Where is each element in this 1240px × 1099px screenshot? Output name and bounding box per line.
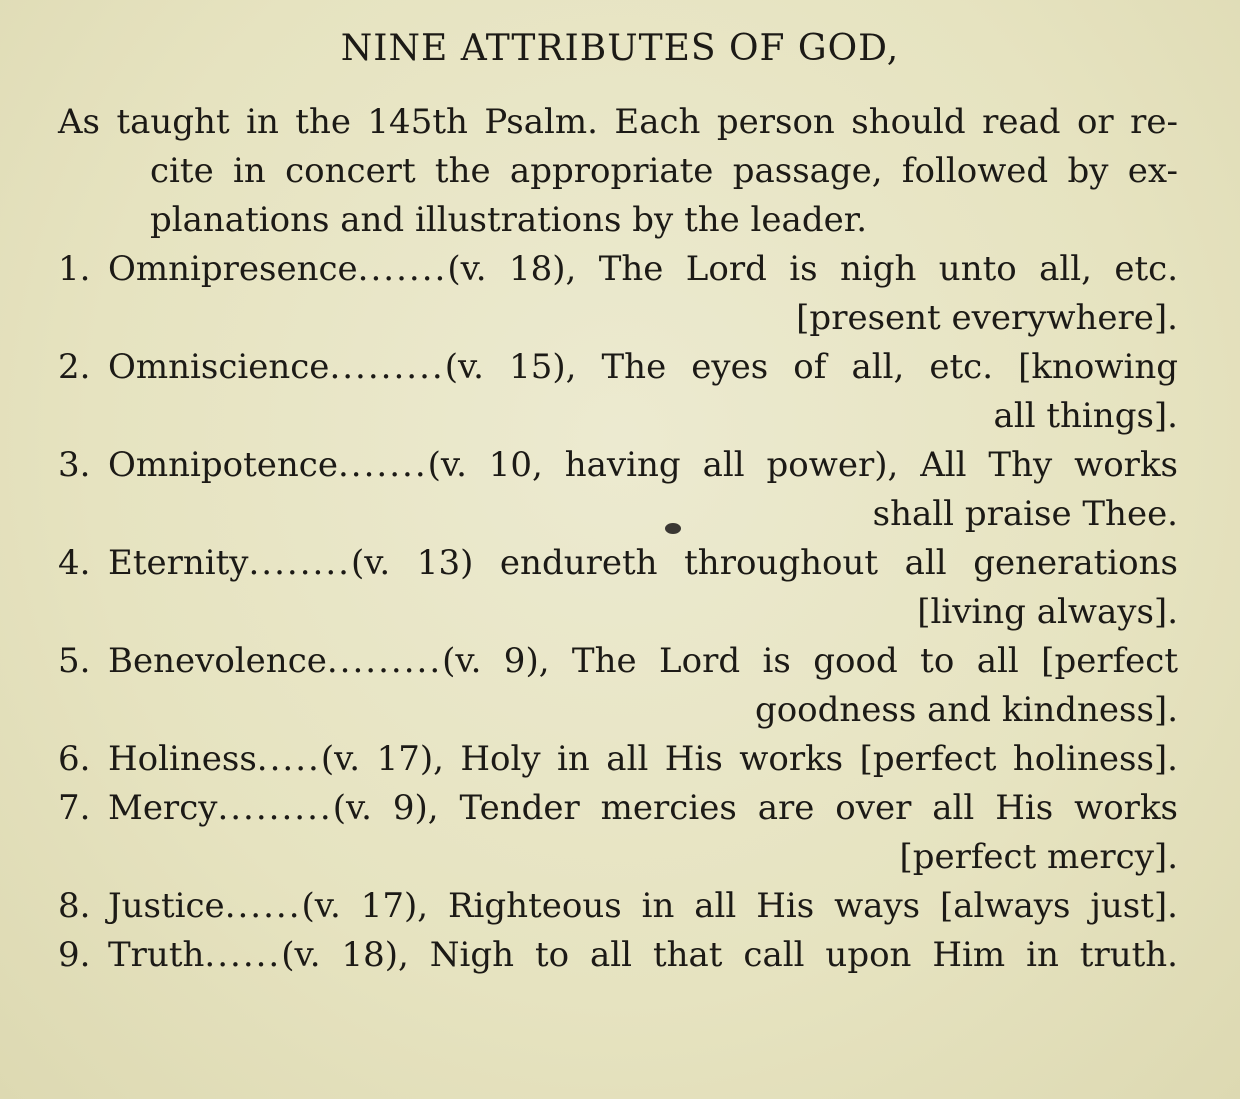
- attribute-passage: (v. 15), The eyes of all, etc. [knowing: [444, 347, 1178, 387]
- attribute-continuation: [present everywhere].: [796, 298, 1178, 338]
- item-number: 7.: [58, 788, 91, 828]
- item-number: 4.: [58, 543, 91, 583]
- attribute-continuation: all things].: [993, 396, 1178, 436]
- intro-line: planations and illustrations by the leader.: [150, 200, 868, 240]
- leader-dots: ......: [204, 935, 282, 975]
- leader-dots: .......: [357, 249, 448, 289]
- attribute-item: [58, 637, 1178, 735]
- page-title: NINE ATTRIBUTES OF GOD,: [340, 28, 900, 69]
- attribute-continuation: shall praise Thee.: [872, 494, 1178, 534]
- attribute-name: Mercy: [108, 788, 218, 828]
- attribute-name: Holiness: [108, 739, 257, 779]
- attribute-item: [58, 931, 1178, 980]
- attribute-passage: (v. 10, having all power), All Thy works: [427, 445, 1178, 485]
- attribute-passage: (v. 18), The Lord is nigh unto all, etc.: [447, 249, 1178, 289]
- attribute-item: [58, 882, 1178, 931]
- attribute-item: [58, 245, 1178, 343]
- leader-dots: ......: [224, 886, 302, 926]
- attribute-name: Benevolence: [108, 641, 327, 681]
- item-number: 3.: [58, 445, 91, 485]
- intro-line: cite in concert the appropriate passage, followed by ex-: [150, 151, 1178, 191]
- attribute-name: Omnipotence: [108, 445, 338, 485]
- attribute-passage: (v. 17), Righteous in all His ways [always just].: [301, 886, 1178, 926]
- attributes-list: [58, 245, 1178, 980]
- item-number: 9.: [58, 935, 91, 975]
- attribute-name: Eternity: [108, 543, 249, 583]
- attribute-passage: (v. 9), Tender mercies are over all His works: [332, 788, 1178, 828]
- item-number: 8.: [58, 886, 91, 926]
- attribute-passage: (v. 17), Holy in all His works [perfect holiness].: [320, 739, 1178, 779]
- leader-dots: ........: [248, 543, 351, 583]
- attribute-name: Omniscience: [108, 347, 330, 387]
- leader-dots: .......: [337, 445, 428, 485]
- attribute-item: [58, 343, 1178, 441]
- attribute-item: [58, 441, 1178, 539]
- attribute-passage: (v. 9), The Lord is good to all [perfect: [442, 641, 1178, 681]
- leader-dots: .........: [326, 641, 443, 681]
- item-number: 5.: [58, 641, 91, 681]
- attribute-item: [58, 735, 1178, 784]
- attribute-passage: (v. 13) endureth throughout all generations: [350, 543, 1178, 583]
- attribute-name: Truth: [108, 935, 205, 975]
- leader-dots: .........: [329, 347, 445, 387]
- attribute-item: [58, 539, 1178, 637]
- attribute-passage: (v. 18), Nigh to all that call upon Him in truth.: [281, 935, 1178, 975]
- item-number: 6.: [58, 739, 91, 779]
- ink-speck: [665, 523, 681, 534]
- attribute-continuation: [living always].: [917, 592, 1178, 632]
- item-number: 2.: [58, 347, 91, 387]
- attribute-continuation: [perfect mercy].: [899, 837, 1178, 877]
- intro-line: As taught in the 145th Psalm. Each person should read or re-: [58, 102, 1178, 142]
- attribute-continuation: goodness and kindness].: [754, 690, 1178, 730]
- leader-dots: .....: [256, 739, 321, 779]
- attribute-item: [58, 784, 1178, 882]
- intro-paragraph: [58, 98, 1178, 245]
- item-number: 1.: [58, 249, 91, 289]
- attribute-name: Justice: [108, 886, 225, 926]
- attribute-name: Omnipresence: [108, 249, 358, 289]
- leader-dots: .........: [217, 788, 333, 828]
